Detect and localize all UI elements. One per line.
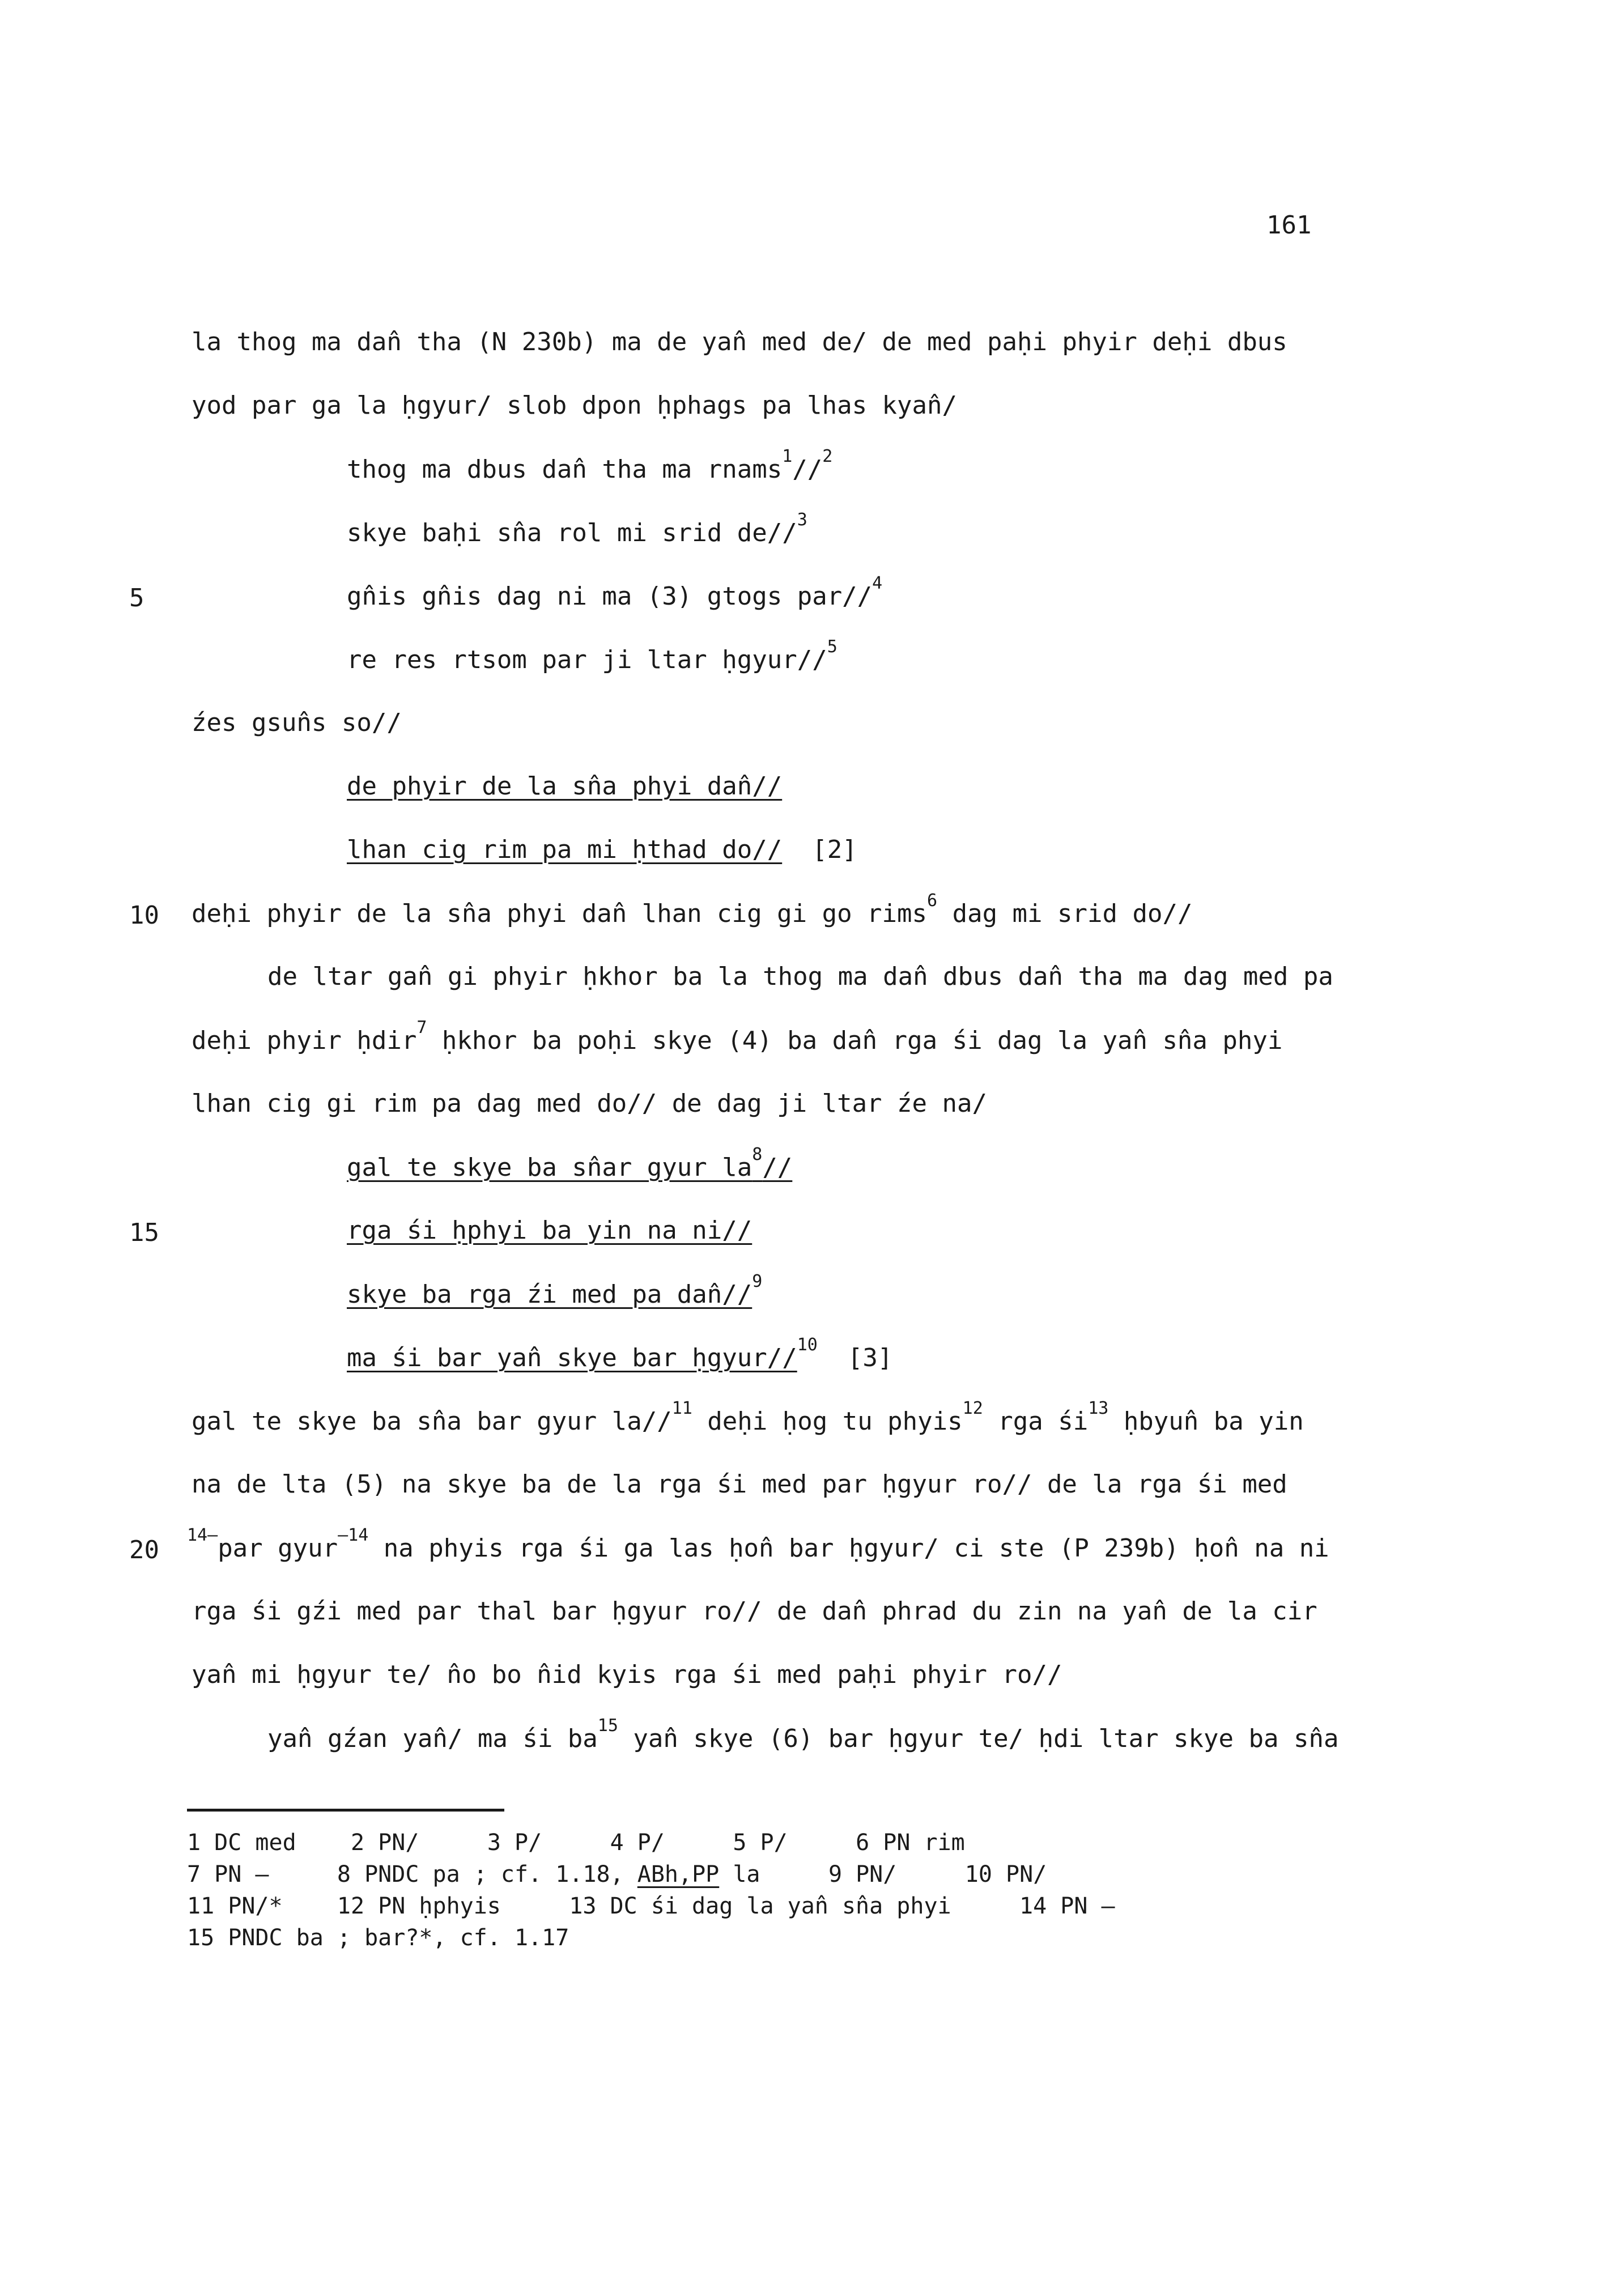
- verse-line: de phyir de la sn̂a phyi dan̂//: [347, 772, 783, 801]
- text-line: deḥi phyir de la sn̂a phyi dan̂ lhan cig gi go rims$^6$ dag mi srid do//: [192, 891, 1193, 928]
- text-line: źes gsun̂s so//: [192, 708, 402, 737]
- footnote-rule: [187, 1809, 504, 1812]
- text-line: la thog ma dan̂ tha (N 230b) ma de yan̂ med de/ de med paḥi phyir deḥi dbus: [192, 328, 1287, 356]
- verse-line: re res rtsom par ji ltar ḥgyur//$^5$: [347, 637, 837, 674]
- text-line: yan̂ gźan yan̂/ ma śi $ba^{15}$ yan̂ skye (6) bar ḥgyur te/ ḥdi ltar skye ba sn̂a: [267, 1716, 1339, 1753]
- text-line: lhan cig gi rim pa dag med do// de dag ji ltar źe na/: [192, 1089, 987, 1118]
- text-line: yan̂ mi ḥgyur te/ n̂o bo n̂id kyis rga śi med paḥi phyir ro//: [192, 1660, 1062, 1689]
- line-number: 5: [129, 584, 144, 613]
- verse-line: skye ba rga źi med pa dan̂//$^9$: [347, 1272, 763, 1309]
- section-marker: [2]: [812, 835, 857, 864]
- text-line: deḥi phyir ḥdir$^7$ ḥkhor ba poḥi skye (4) ba dan̂ rga śi dag la yan̂ sn̂a phyi: [192, 1018, 1283, 1055]
- line-number: 15: [129, 1218, 159, 1247]
- verse-line: skye baḥi sn̂a rol mi srid de//$^3$: [347, 510, 807, 547]
- verse-line: gn̂is gn̂is dag ni ma (3) gtogs par//$^4$: [347, 573, 883, 611]
- text-line: $^{14-}$par gyur$^{-14}$ na phyis rga śi ga las ḥon̂ bar ḥgyur/ ci ste (P 239b) ḥon̂ na ni: [187, 1525, 1329, 1563]
- text-line: gal te skye ba sn̂a bar gyur la//$^{11}$ deḥi ḥog tu phyis$^{12}$ rga $śi^{13}$ ḥbyun̂ ba yin: [192, 1398, 1304, 1436]
- page-number: 161: [1266, 211, 1312, 240]
- section-marker: [3]: [847, 1343, 893, 1372]
- footnote-row: 15 PNDC ba ; bar?*, cf. 1.17: [187, 1925, 569, 1951]
- line-number: 10: [129, 901, 159, 930]
- verse-line: rga śi ḥphyi ba yin na ni//: [347, 1216, 753, 1245]
- verse-line: gal te skye ba sn̂ar gyur $la^8//$: [347, 1145, 793, 1182]
- line-number: 20: [129, 1536, 159, 1564]
- text-line: na de lta (5) na skye ba de la rga śi med par ḥgyur ro// de la rga śi med: [192, 1470, 1287, 1499]
- text-line: de ltar gan̂ gi phyir ḥkhor ba la thog ma dan̂ dbus dan̂ tha ma dag med pa: [267, 962, 1333, 991]
- verse-line: ma śi bar yan̂ skye bar ḥgyur//$^{10}$ [3]: [347, 1335, 893, 1372]
- footnote-row: 11 PN/* 12 PN ḥphyis 13 DC śi dag la yan̂ sn̂a phyi 14 PN —: [187, 1893, 1115, 1919]
- footnote-row: 1 DC med 2 PN/ 3 P/ 4 P/ 5 P/ 6 PN rim: [187, 1830, 965, 1856]
- verse-line: thog ma dbus dan̂ tha ma rnams$^1$//$^2$: [347, 447, 833, 484]
- text-line: yod par ga la ḥgyur/ slob dpon ḥphags pa lhas kyan̂/: [192, 391, 958, 420]
- text-line: rga śi gźi med par thal bar ḥgyur ro// de dan̂ phrad du zin na yan̂ de la cir: [192, 1597, 1317, 1626]
- verse-line: lhan cig rim pa mi ḥthad do// [2]: [347, 835, 857, 864]
- footnote-row: 7 PN — 8 PNDC pa ; cf. 1.18, ABh,PP la 9 PN/ 10 PN/: [187, 1861, 1047, 1887]
